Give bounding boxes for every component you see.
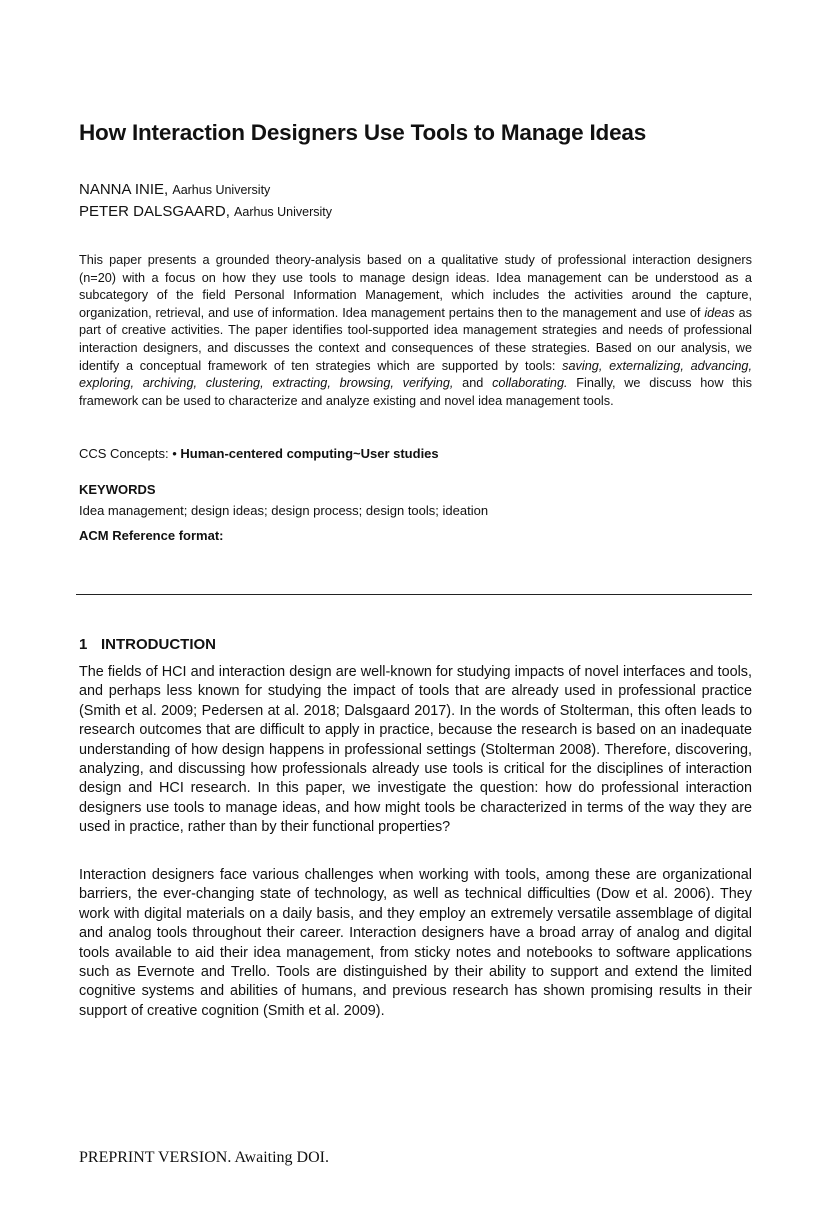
- intro-paragraph-1: The fields of HCI and interaction design are well-known for studying impacts of novel interfaces and tools, and perhaps less known for studying the impact of tools that are already used in professional practice (Smith et al. 2009; Pedersen at al. 2018; Dalsgaard 2017). In the words of Stolterman, this often leads to research outcomes that are difficult to apply in practice, because the research is based on an inadequate understanding of how design happens in professional settings (Stolterman 2008). Therefore, discovering, analyzing, and discussing how professionals already use tools is critical for the disciplines of interaction design and HCI research. In this paper, we investigate the question: how do professional interaction designers use tools to manage ideas, and how might tools be characterized in terms of the way they are used in practice, rather than by their functional properties?: [79, 664, 752, 836]
- keywords-heading: KEYWORDS: [79, 482, 156, 497]
- abstract-strategy-last: collaborating.: [492, 376, 568, 391]
- divider-rule: [76, 594, 752, 595]
- abstract-text: Finally, we discuss how this framework can be used to characterize and analyze existing and novel idea management tools.: [79, 376, 752, 408]
- keywords-text: Idea management; design ideas; design process; design tools; ideation: [79, 503, 489, 518]
- abstract-text: and: [453, 376, 493, 391]
- author-2: [79, 203, 332, 220]
- acm-reference-heading: ACM Reference format:: [79, 528, 224, 543]
- section-heading: [79, 636, 216, 653]
- author-affiliation: Aarhus University: [234, 205, 332, 219]
- author-name: NANNA INIE,: [79, 181, 169, 198]
- section-title: INTRODUCTION: [101, 636, 216, 653]
- abstract-strategies: saving, externalizing, advancing, exploring, archiving, clustering, extracting, browsing, verifying,: [79, 358, 752, 391]
- author-affiliation: Aarhus University: [172, 183, 271, 197]
- ccs-concept: Human-centered computing~User studies: [180, 446, 439, 461]
- author-name: PETER DALSGAARD,: [79, 203, 230, 220]
- paper-title: How Interaction Designers Use Tools to Manage Ideas: [79, 120, 647, 145]
- abstract-text: as part of creative activities. The paper identifies tool-supported idea management strategies and needs of professional interaction designers, and discusses the context and consequences of these strategies. Based on our analysis, we identify a conceptual framework of ten strategies which are supported by tools:: [79, 305, 752, 373]
- abstract-text: This paper presents a grounded theory-analysis based on a qualitative study of professional interaction designers (n=20) with a focus on how they use tools to manage design ideas. Idea management can be understood as a subcategory of the field Personal Information Management, which includes the activities around the capture, organization, retrieval, and use of information. Idea management pertains then to the management and use of: [79, 253, 752, 320]
- section-number: 1: [79, 636, 88, 653]
- abstract-emphasis: ideas: [704, 305, 735, 320]
- intro-paragraph-2: Interaction designers face various challenges when working with tools, among these are organizational barriers, the ever-changing state of technology, as well as technical difficulties (Dow et al. 2006). They work with digital materials on a daily basis, and they employ an extremely versatile assemblage of digital and analog tools throughout their career. Interaction designers have a broad array of analog and digital tools available to aid their idea management, from sticky notes and notebooks to software applications such as Evernote and Trello. Tools are distinguished by their ability to support and extend the limited cognitive systems and abilities of humans, and previous research has shown promising results in their support of creative cognition (Smith et al. 2009).: [79, 867, 752, 1019]
- ccs-label: CCS Concepts: •: [79, 446, 177, 461]
- author-1: [79, 181, 270, 198]
- preprint-footer: PREPRINT VERSION. Awaiting DOI.: [79, 1149, 329, 1166]
- abstract: [79, 252, 752, 410]
- ccs-concepts: [79, 446, 439, 461]
